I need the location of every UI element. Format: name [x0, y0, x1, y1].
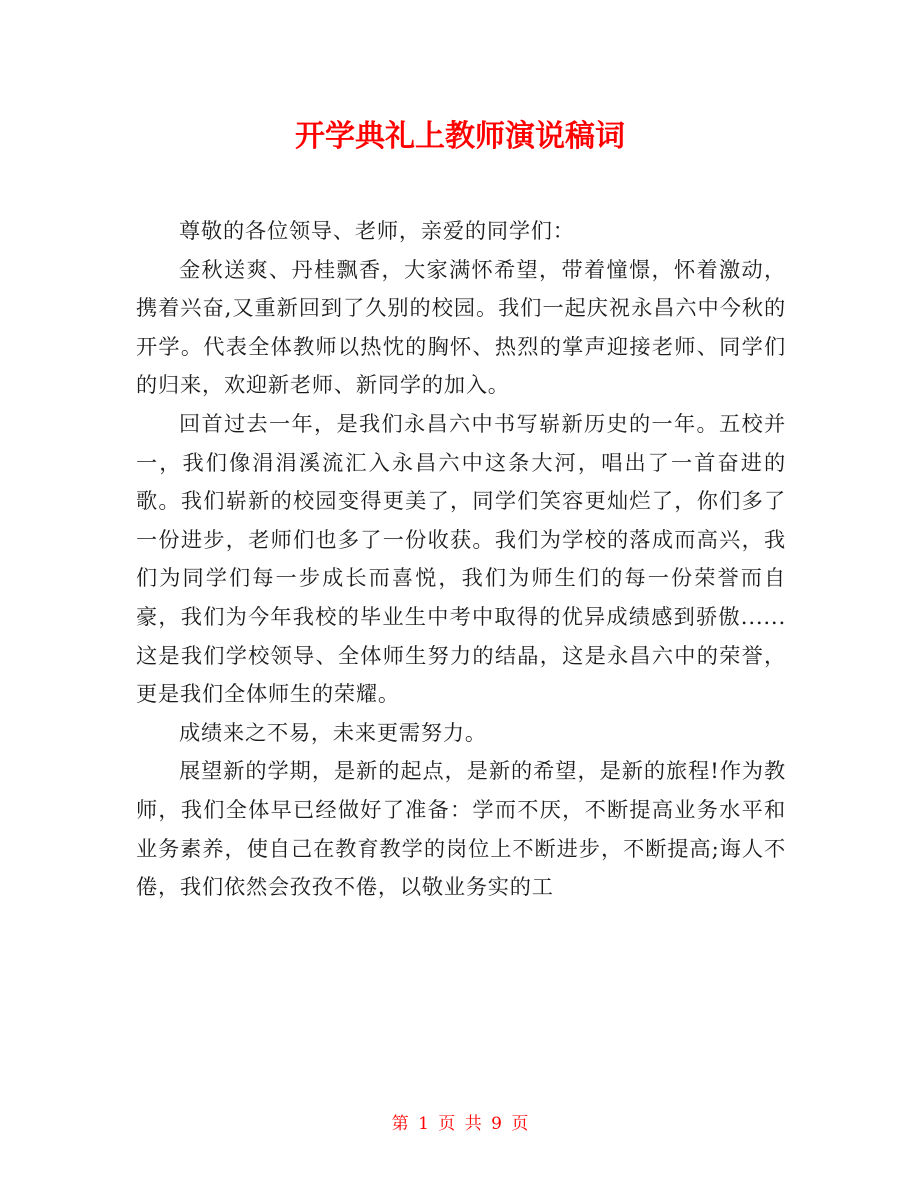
outlook-paragraph: 展望新的学期，是新的起点，是新的希望，是新的旅程!作为教师，我们全体早已经做好了准备：学而不厌，不断提高业务水平和业务素养，使自己在教育教学的岗位上不断进步，不断提高;诲人不倦，我们依然会孜孜不倦，以敬业务实的工 [136, 758, 786, 900]
salutation-paragraph: 尊敬的各位领导、老师，亲爱的同学们： [179, 218, 575, 243]
review-paragraph: 回首过去一年，是我们永昌六中书写崭新历史的一年。五校并一，我们像涓涓溪流汇入永昌六中这条大河，唱出了一首奋进的歌。我们崭新的校园变得更美了，同学们笑容更灿烂了，你们多了一份进步，老师们也多了一份收获。我们为学校的落成而高兴，我们为同学们每一步成长而喜悦，我们为师生们的每一份荣誉而自豪，我们为今年我校的毕业生中考中取得的优异成绩感到骄傲......这是我们学校领导、全体师生努力的结晶，这是永昌六中的荣誉，更是我们全体师生的荣耀。 [136, 410, 786, 707]
document-title: 开学典礼上教师演说稿词 [295, 119, 625, 154]
transition-paragraph: 成绩来之不易，未来更需努力。 [179, 719, 487, 745]
document-body [136, 212, 786, 907]
opening-paragraph: 金秋送爽、丹桂飘香，大家满怀希望，带着憧憬，怀着激动，携着兴奋,又重新回到了久别的校园。我们一起庆祝永昌六中今秋的开学。代表全体教师以热忱的胸怀、热烈的掌声迎接老师、同学们的归来，欢迎新老师、新同学的加入。 [136, 256, 786, 398]
page-number-footer: 第 1 页 共 9 页 [391, 1114, 529, 1134]
